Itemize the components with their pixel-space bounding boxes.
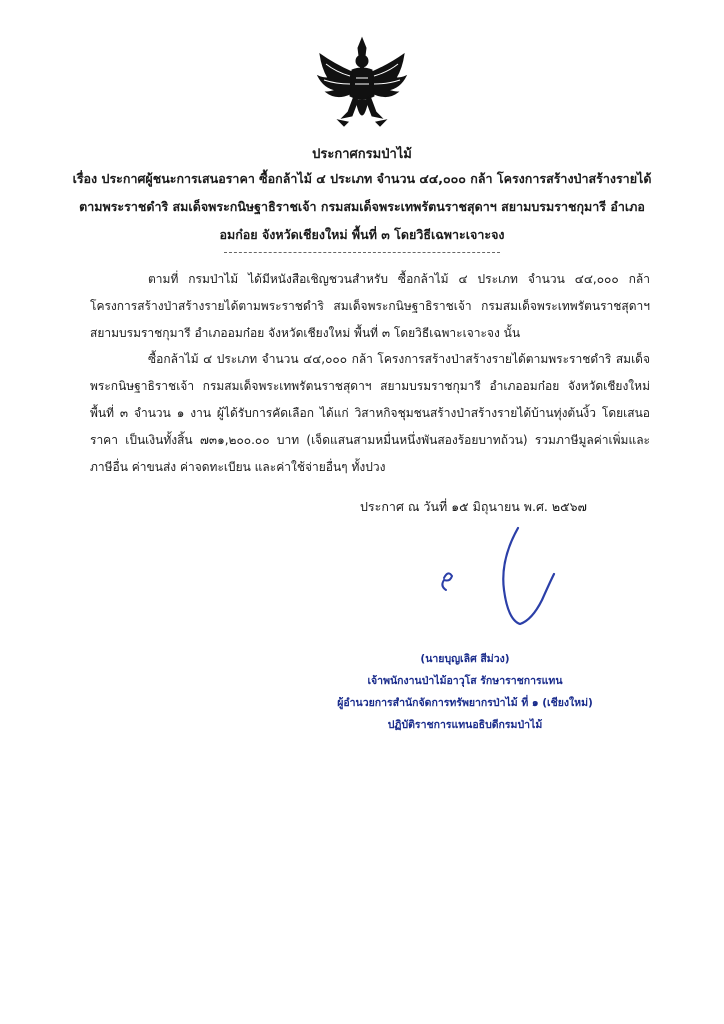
signatory-position: ผู้อำนวยการสำนักจัดการทรัพยากรป่าไม้ ที่ ๑ (เชียงใหม่) — [337, 697, 593, 709]
body-paragraph-1: ตามที่ กรมป่าไม้ ได้มีหนังสือเชิญชวนสำหรับ ซื้อกล้าไม้ ๔ ประเภท จำนวน ๔๔,๐๐๐ กล้า โครงการสร้างป่าสร้างรายได้ตามพระราชดำริ สมเด็จพระกนิษฐาธิราชเจ้า กรมสมเด็จพระเทพรัตนราชสุดาฯ สยามบรมราชกุมารี อำเภออมก๋อย จังหวัดเชียงใหม่ พื้นที่ ๓ โดยวิธีเฉพาะเจาะจง นั้น — [90, 272, 650, 340]
signatory-position: เจ้าพนักงานป่าไม้อาวุโส รักษาราชการแทน — [367, 675, 563, 687]
signatory-name: (นายบุญเลิศ สีม่วง) — [420, 653, 510, 665]
signatory-block — [320, 648, 610, 736]
subject-line: ตามพระราชดำริ สมเด็จพระกนิษฐาธิราชเจ้า กรมสมเด็จพระเทพรัตนราชสุดาฯ สยามบรมราชกุมารี อำเภอ — [79, 199, 645, 214]
body-paragraph-2: ซื้อกล้าไม้ ๔ ประเภท จำนวน ๔๔,๐๐๐ กล้า โครงการสร้างป่าสร้างรายได้ตามพระราชดำริ สมเด็จพระกนิษฐาธิราชเจ้า กรมสมเด็จพระเทพรัตนราชสุดาฯ สยามบรมราชกุมารี อำเภออมก๋อย จังหวัดเชียงใหม่ พื้นที่ ๓ จำนวน ๑ งาน ผู้ได้รับการคัดเลือก ได้แก่ วิสาหกิจชุมชนสร้างป่าสร้างรายได้บ้านทุ่งต้นงิ้ว โดยเสนอราคา เป็นเงินทั้งสิ้น ๗๓๑,๒๐๐.๐๐ บาท (เจ็ดแสนสามหมื่นหนึ่งพันสองร้อยบาทถ้วน) รวมภาษีมูลค่าเพิ่มและภาษีอื่น ค่าขนส่ง ค่าจดทะเบียน และค่าใช้จ่ายอื่นๆ ทั้งปวง — [90, 352, 650, 474]
dashed-divider — [224, 252, 500, 253]
garuda-emblem-icon — [312, 34, 412, 134]
signatory-position: ปฏิบัติราชการแทนอธิบดีกรมป่าไม้ — [387, 719, 543, 731]
announcement-subject — [60, 165, 664, 249]
subject-line: อมก๋อย จังหวัดเชียงใหม่ พื้นที่ ๓ โดยวิธีเฉพาะเจาะจง — [219, 227, 505, 242]
announcement-date: ประกาศ ณ วันที่ ๑๕ มิถุนายน พ.ศ. ๒๕๖๗ — [360, 499, 587, 514]
subject-line: เรื่อง ประกาศผู้ชนะการเสนอราคา ซื้อกล้าไม้ ๔ ประเภท จำนวน ๔๔,๐๐๐ กล้า โครงการสร้างป่าสร้างรายได้ — [72, 171, 652, 186]
handwritten-signature-icon — [430, 520, 570, 640]
agency-title: ประกาศกรมป่าไม้ — [312, 147, 412, 162]
